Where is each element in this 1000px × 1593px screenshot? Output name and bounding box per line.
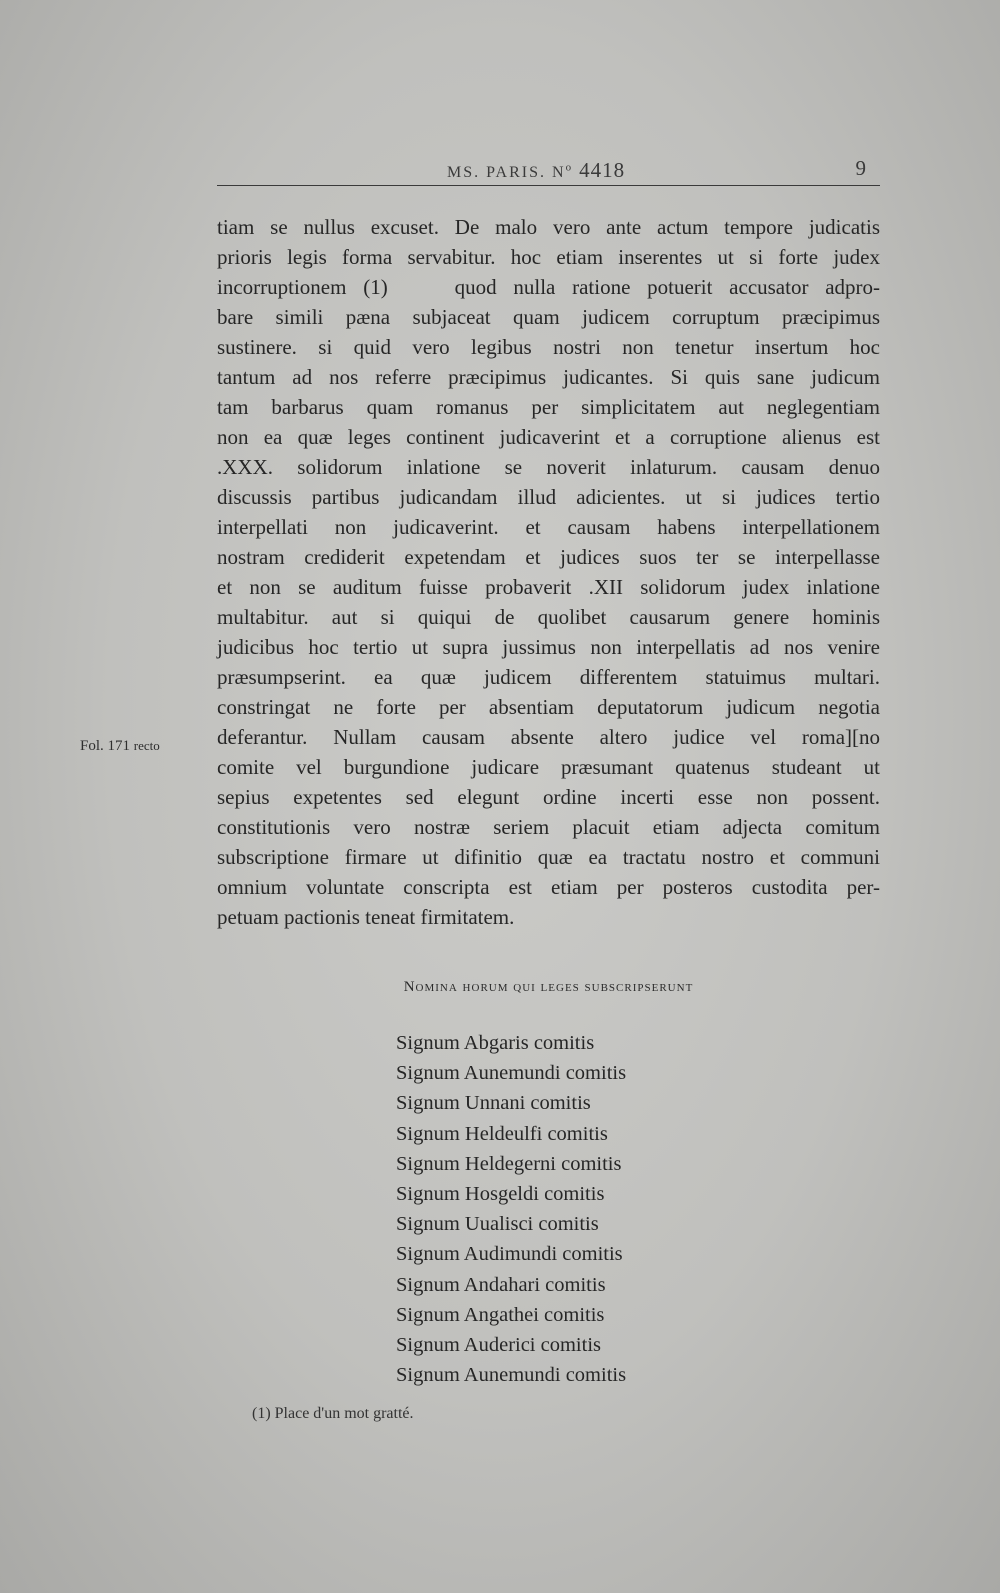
manuscript-number: 4418 <box>579 158 626 182</box>
text-line: constringat ne forte per absentiam deputatorum judicum negotia <box>217 695 880 719</box>
text-line: tantum ad nos referre præcipimus judicantes. Si quis sane judicum <box>217 365 880 389</box>
text-line: discussis partibus judicandam illud adicientes. ut si judices tertio <box>217 485 880 509</box>
section-heading: Nomina horum qui leges subscripserunt <box>403 979 694 995</box>
header-title-text: MS. PARIS. N <box>447 164 566 181</box>
signature-item: Signum Abgaris comitis <box>396 1032 595 1054</box>
running-header <box>217 150 880 186</box>
footnote: (1) Place d'un mot gratté. <box>252 1405 414 1422</box>
text-line: omnium voluntate conscripta est etiam per posteros custodita per- <box>217 875 880 899</box>
signature-item: Signum Heldeulfi comitis <box>396 1122 608 1145</box>
text-line: sustinere. si quid vero legibus nostri non tenetur insertum hoc <box>217 335 880 359</box>
header-rule <box>217 185 880 186</box>
text-line: nostram crediderit expetendam et judices suos ter se interpellasse <box>217 545 880 569</box>
text-line: multabitur. aut si quiqui de quolibet causarum genere hominis <box>217 605 880 629</box>
text-line: incorruptionem (1) quod nulla ratione potuerit accusator adpro- <box>217 275 880 299</box>
header-title <box>447 158 625 183</box>
header-number-superscript: o <box>565 161 574 174</box>
signature-item: Signum Aunemundi comitis <box>396 1062 627 1085</box>
text-line: bare simili pæna subjaceat quam judicem corruptum præcipimus <box>217 305 880 329</box>
text-line: comite vel burgundione judicare præsumant quatenus studeant ut <box>217 755 880 779</box>
text-line: et non se auditum fuisse probaverit .XII solidorum judex inlatione <box>217 575 880 599</box>
signature-item: Signum Hosgeldi comitis <box>396 1182 605 1205</box>
text-line: constitutionis vero nostræ seriem placuit etiam adjecta comitum <box>217 815 880 839</box>
signature-item: Signum Andahari comitis <box>396 1273 606 1296</box>
body-text <box>217 212 880 932</box>
text-line: præsumpserint. ea quæ judicem differentem statuimus multari. <box>217 665 880 689</box>
signature-item: Signum Heldegerni comitis <box>396 1152 622 1175</box>
text-line: prioris legis forma servabitur. hoc etiam inserentes ut si forte judex <box>217 245 880 269</box>
signature-list <box>396 1028 626 1390</box>
folio-recto-label: recto <box>133 738 160 753</box>
text-line: subscriptione firmare ut difinitio quæ ea tractatu nostro et communi <box>217 845 880 869</box>
text-line: non ea quæ leges continent judicaverint et a corruptione alienus est <box>217 425 880 449</box>
text-line: tiam se nullus excuset. De malo vero ante actum tempore judicatis <box>217 215 880 239</box>
signature-item: Signum Auderici comitis <box>396 1333 601 1356</box>
signature-item: Signum Audimundi comitis <box>396 1243 623 1266</box>
signature-item: Signum Unnani comitis <box>396 1092 591 1115</box>
text-line: .XXX. solidorum inlatione se noverit inlaturum. causam denuo <box>217 455 880 479</box>
text-line: judicibus hoc tertio ut supra jussimus non interpellatis ad nos venire <box>217 635 880 659</box>
text-line: tam barbarus quam romanus per simplicitatem aut neglegentiam <box>217 395 880 419</box>
text-line: interpellati non judicaverint. et causam habens interpellationem <box>217 515 880 539</box>
folio-label: Fol. 171 <box>80 738 131 754</box>
signature-item: Signum Aunemundi comitis <box>396 1364 627 1387</box>
signature-item: Signum Angathei comitis <box>396 1303 605 1326</box>
signature-item: Signum Uualisci comitis <box>396 1213 599 1236</box>
text-line: sepius expetentes sed elegunt ordine incerti esse non possent. <box>217 785 880 809</box>
folio-margin-note <box>80 738 160 755</box>
text-line: deferantur. Nullam causam absente altero judice vel roma][no <box>217 725 880 749</box>
text-line: petuam pactionis teneat firmitatem. <box>217 905 515 929</box>
page-number: 9 <box>855 156 866 180</box>
